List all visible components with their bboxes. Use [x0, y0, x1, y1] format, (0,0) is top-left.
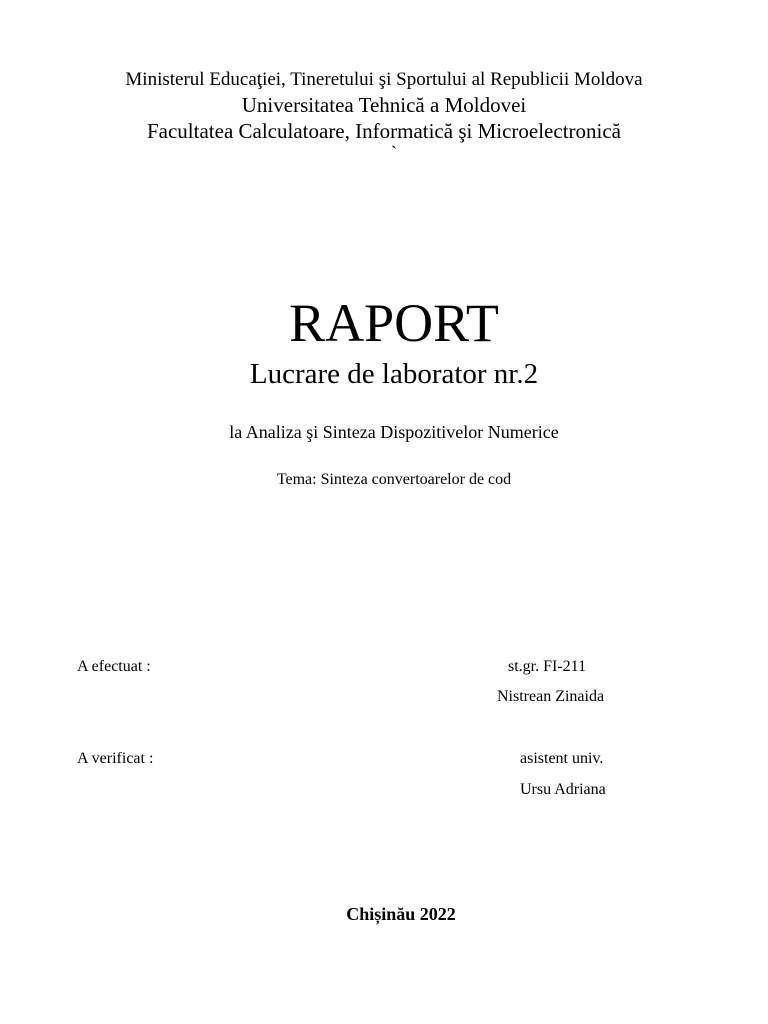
faculty-name: Facultatea Calculatoare, Informatică şi Microelectronică: [146, 119, 622, 143]
student-group: st.gr. FI-211: [508, 658, 587, 675]
ministry-name: Ministerul Educaţiei, Tineretului şi Sportului al Republicii Moldova: [125, 69, 643, 90]
report-title: RAPORT: [289, 293, 499, 353]
lab-work-subtitle: Lucrare de laborator nr.2: [249, 358, 539, 390]
teacher-name: Ursu Adriana: [520, 781, 606, 798]
course-name: la Analiza şi Sinteza Dispozitivelor Numerice: [229, 422, 559, 442]
performed-by-label: A efectuat :: [77, 658, 151, 675]
verified-by-label: A verificat :: [77, 750, 154, 767]
student-name: Nistrean Zinaida: [497, 688, 605, 705]
university-name: Universitatea Tehnică a Moldovei: [241, 93, 527, 117]
lab-topic: Tema: Sinteza convertoarelor de cod: [276, 471, 512, 488]
stray-grave-mark: `: [390, 143, 398, 164]
teacher-title: asistent univ.: [520, 750, 604, 767]
city-and-year: Chișinău 2022: [346, 904, 456, 924]
